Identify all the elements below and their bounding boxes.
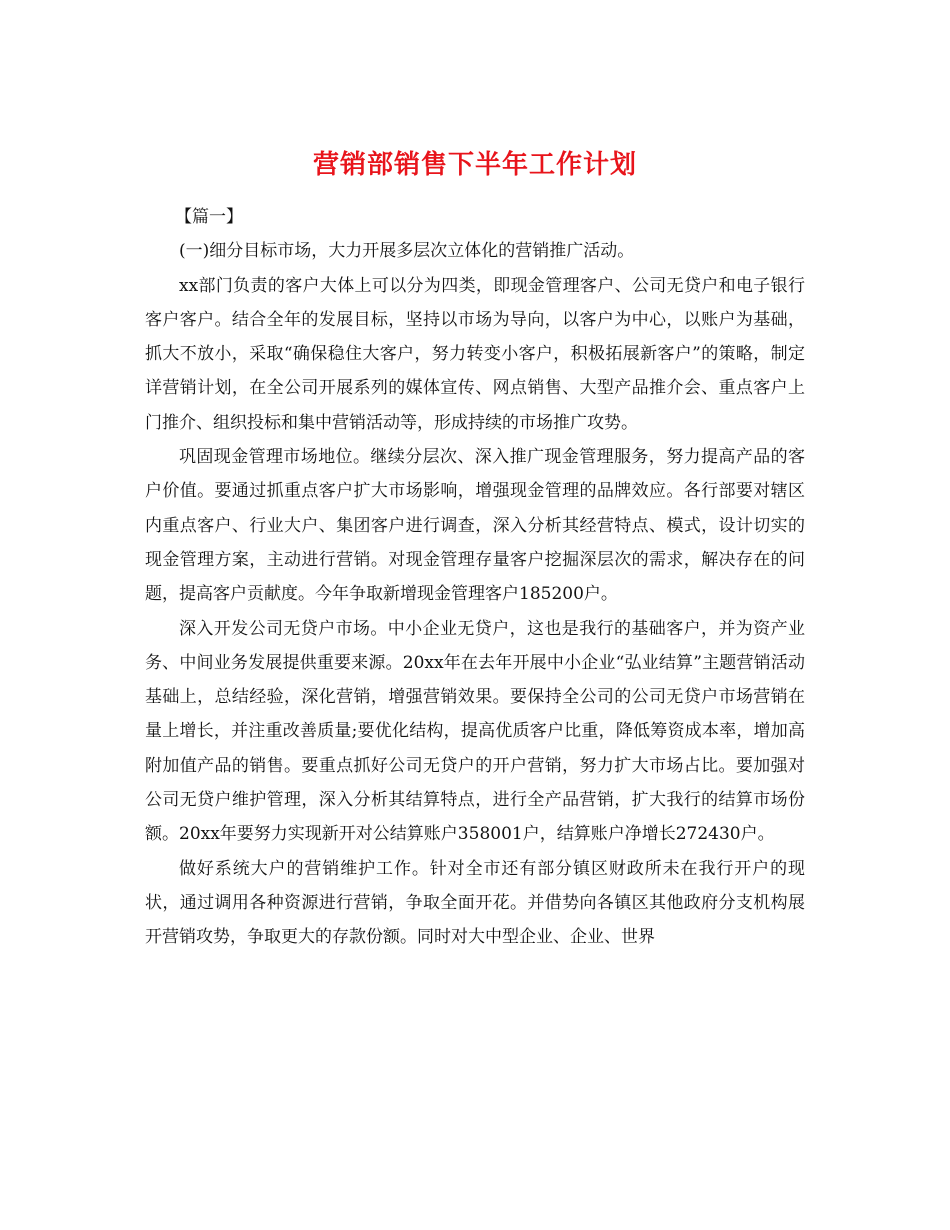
- document-body: [145, 200, 805, 955]
- paragraph-cash-management: 巩固现金管理市场地位。继续分层次、深入推广现金管理服务，努力提高产品的客户价值。要通过抓重点客户扩大市场影响，增强现金管理的品牌效应。各行部要对辖区内重点客户、行业大户、集团客户进行调查，深入分析其经营特点、模式，设计切实的现金管理方案，主动进行营销。对现金管理存量客户挖掘深层次的需求，解决存在的问题，提高客户贡献度。今年争取新增现金管理客户185200户。: [145, 447, 805, 605]
- paragraph-subheading: (一)细分目标市场，大力开展多层次立体化的营销推广活动。: [179, 241, 635, 262]
- paragraph-key-accounts: 做好系统大户的营销维护工作。针对全市还有部分镇区财政所未在我行开户的现状，通过调用各种资源进行营销，争取全面开花。并借势向各镇区其他政府分支机构展开营销攻势，争取更大的存款份额。同时对大中型企业、企业、世界: [145, 858, 805, 948]
- section-heading: 【篇一】: [175, 207, 243, 227]
- paragraph-no-loan-accounts: 深入开发公司无贷户市场。中小企业无贷户，这也是我行的基础客户，并为资产业务、中间业务发展提供重要来源。20xx年在去年开展中小企业“弘业结算”主题营销活动基础上，总结经验，深化营销，增强营销效果。要保持全公司的公司无贷户市场营销在量上增长，并注重改善质量;要优化结构，提高优质客户比重，降低筹资成本率，增加高附加值产品的销售。要重点抓好公司无贷户的开户营销，努力扩大市场占比。要加强对公司无贷户维护管理，深入分析其结算特点，进行全产品营销，扩大我行的结算市场份额。20xx年要努力实现新开对公结算账户358001户，结算账户净增长272430户。: [145, 618, 805, 845]
- document-title: 营销部销售下半年工作计划: [312, 150, 637, 181]
- paragraph-customer-types: xx部门负责的客户大体上可以分为四类，即现金管理客户、公司无贷户和电子银行客户客户。结合全年的发展目标，坚持以市场为导向，以客户为中心，以账户为基础，抓大不放小，采取“确保稳住大客户，努力转变小客户，积极拓展新客户”的策略，制定详营销计划，在全公司开展系列的媒体宣传、网点销售、大型产品推介会、重点客户上门推介、组织投标和集中营销活动等，形成持续的市场推广攻势。: [145, 275, 805, 433]
